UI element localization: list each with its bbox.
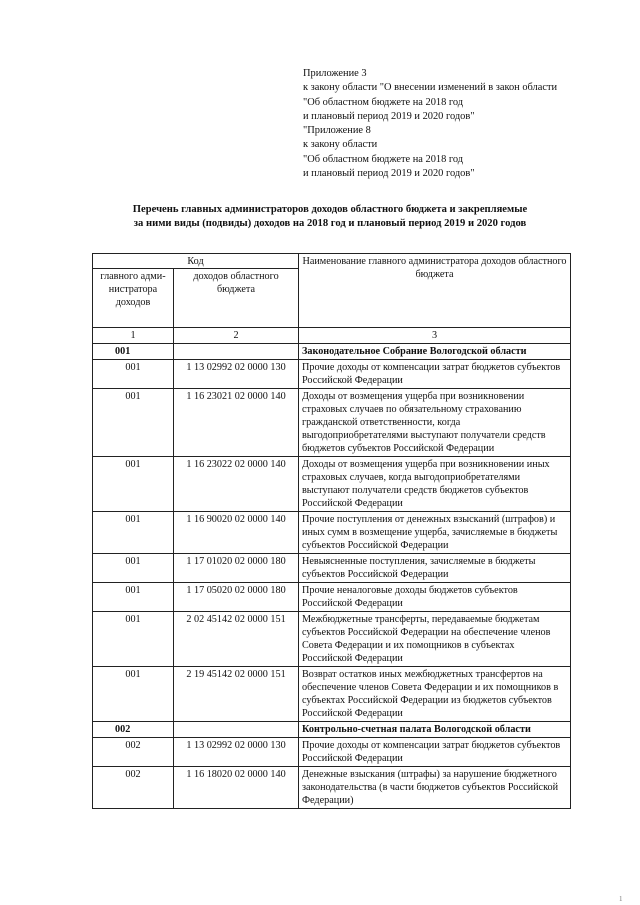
appendix-line: "Приложение 8: [303, 125, 371, 137]
admin-code-cell: 002: [93, 722, 174, 738]
admin-code-cell: 001: [93, 457, 174, 512]
admin-code-cell: 002: [93, 767, 174, 809]
admin-code-cell: 001: [93, 512, 174, 554]
table-row: [93, 360, 571, 389]
document-title: [100, 203, 560, 231]
income-code-cell: 1 13 02992 02 0000 130: [174, 738, 299, 767]
header-income: доходов областного бюджета: [174, 269, 299, 328]
table-row: [93, 583, 571, 612]
income-code-cell: [174, 722, 299, 738]
title-line: за ними виды (подвиды) доходов на 2018 год и плановый период 2019 и 2020 годов: [133, 218, 527, 229]
admin-code-cell: 001: [93, 360, 174, 389]
income-name-cell: Доходы от возмещения ущерба при возникновении страховых случаев по обязательному страхованию гражданской ответственности, когда выгодоприобретателями выступают получатели средств бюджетов субъектов Российской Федерации: [299, 389, 571, 457]
admin-code-cell: 001: [93, 612, 174, 667]
income-name-cell: Невыясненные поступления, зачисляемые в бюджеты субъектов Российской Федерации: [299, 554, 571, 583]
page-mark: 1: [619, 895, 623, 903]
income-name-cell: Возврат остатков иных межбюджетных трансфертов на обеспечение членов Совета Федерации и их помощников в субъектах Российской Федерации из бюджетов субъектов Российской Федерации: [299, 667, 571, 722]
appendix-line: "Об областном бюджете на 2018 год: [303, 153, 464, 165]
header-code: Код: [93, 254, 299, 269]
table-row: [93, 667, 571, 722]
table-row: [93, 738, 571, 767]
appendix-line: к закону области "О внесении изменений в закон области: [303, 82, 558, 94]
title-line: Перечень главных администраторов доходов областного бюджета и закрепляемые: [132, 204, 528, 215]
table-row: [93, 767, 571, 809]
appendix-line: и плановый период 2019 и 2020 годов": [303, 168, 475, 180]
admin-code-cell: 001: [93, 583, 174, 612]
column-number-row: [93, 328, 571, 344]
admin-code-cell: 001: [93, 554, 174, 583]
income-code-cell: 1 16 90020 02 0000 140: [174, 512, 299, 554]
table-row: [93, 457, 571, 512]
appendix-line: и плановый период 2019 и 2020 годов": [303, 110, 475, 122]
income-name-cell: Контрольно-счетная палата Вологодской области: [299, 722, 571, 738]
table-row: [93, 612, 571, 667]
income-code-cell: 1 16 18020 02 0000 140: [174, 767, 299, 809]
income-code-cell: 1 13 02992 02 0000 130: [174, 360, 299, 389]
table-header-row: [93, 254, 571, 269]
section-row: [93, 344, 571, 360]
section-row: [93, 722, 571, 738]
table-row: [93, 389, 571, 457]
appendix-header: [303, 67, 623, 181]
admin-code-cell: 001: [93, 389, 174, 457]
income-code-cell: 1 16 23021 02 0000 140: [174, 389, 299, 457]
income-code-cell: 2 19 45142 02 0000 151: [174, 667, 299, 722]
income-code-cell: 1 16 23022 02 0000 140: [174, 457, 299, 512]
column-number: 3: [299, 328, 571, 344]
admin-code-cell: 002: [93, 738, 174, 767]
admin-code-cell: 001: [93, 667, 174, 722]
income-code-cell: [174, 344, 299, 360]
income-name-cell: Прочие доходы от компенсации затрат бюджетов субъектов Российской Федерации: [299, 360, 571, 389]
income-name-cell: Денежные взыскания (штрафы) за нарушение бюджетного законодательства (в части бюджетов субъектов Российской Федерации): [299, 767, 571, 809]
column-number: 2: [174, 328, 299, 344]
income-name-cell: Доходы от возмещения ущерба при возникновении иных страховых случаев, когда выгодоприобретателями выступают получатели средств бюджетов субъектов Российской Федерации: [299, 457, 571, 512]
income-code-cell: 1 17 05020 02 0000 180: [174, 583, 299, 612]
income-code-cell: 2 02 45142 02 0000 151: [174, 612, 299, 667]
revenue-administrators-table: [92, 253, 571, 809]
column-number: 1: [93, 328, 174, 344]
appendix-line: Приложение 3: [303, 68, 367, 79]
header-name: Наименование главного администратора доходов областного бюджета: [299, 254, 571, 328]
table-row: [93, 554, 571, 583]
header-admin: главного адми-нистратора доходов: [93, 269, 174, 328]
appendix-line: к закону области: [303, 139, 378, 151]
table-row: [93, 512, 571, 554]
income-code-cell: 1 17 01020 02 0000 180: [174, 554, 299, 583]
income-name-cell: Межбюджетные трансферты, передаваемые бюджетам субъектов Российской Федерации на обеспечение членов Совета Федерации и их помощников в субъектах Российской Федерации: [299, 612, 571, 667]
income-name-cell: Прочие доходы от компенсации затрат бюджетов субъектов Российской Федерации: [299, 738, 571, 767]
appendix-line: "Об областном бюджете на 2018 год: [303, 96, 464, 108]
admin-code-cell: 001: [93, 344, 174, 360]
income-name-cell: Прочие неналоговые доходы бюджетов субъектов Российской Федерации: [299, 583, 571, 612]
income-name-cell: Законодательное Собрание Вологодской области: [299, 344, 571, 360]
income-name-cell: Прочие поступления от денежных взысканий (штрафов) и иных сумм в возмещение ущерба, зачисляемые в бюджеты субъектов Российской Федерации: [299, 512, 571, 554]
